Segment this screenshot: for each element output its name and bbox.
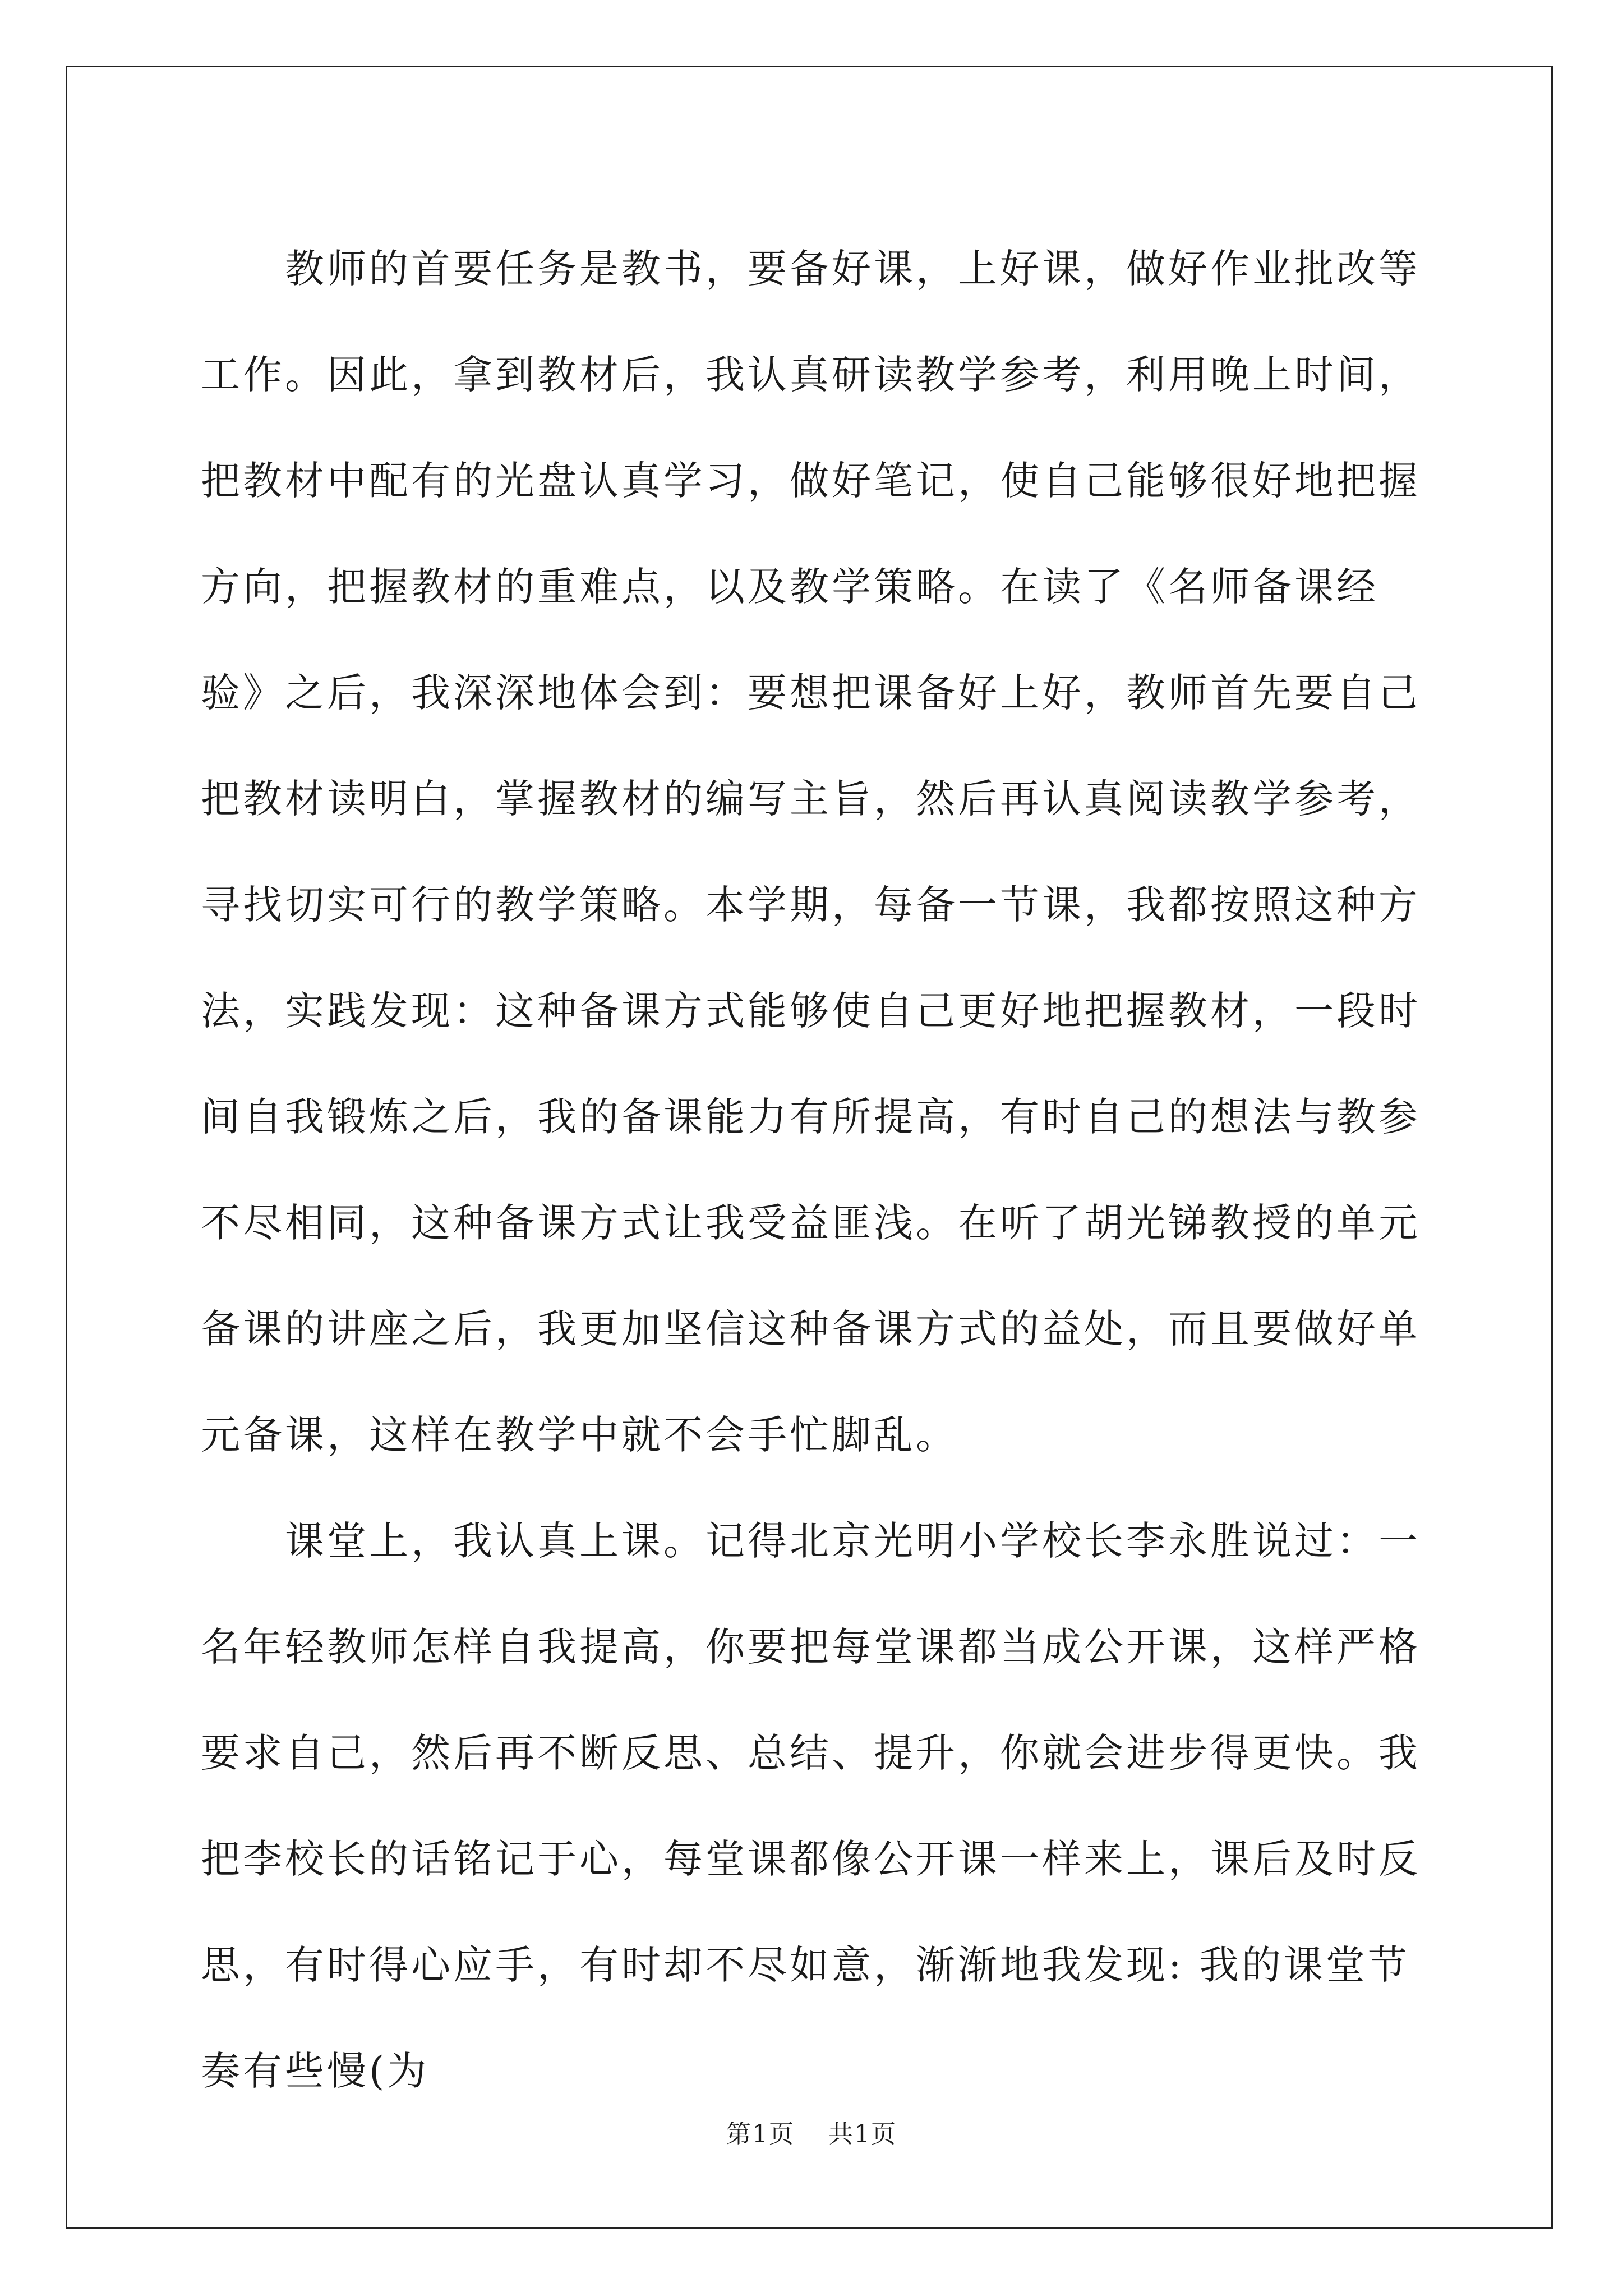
paragraph-1: 教师的首要任务是教书，要备好课，上好课，做好作业批改等工作。因此，拿到教材后，我认真研读教学参考，利用晚上时间，把教材中配有的光盘认真学习，做好笔记，使自己能够很好地把握方向，把握教材的重难点，以及教学策略。在读了《名师备课经验》之后，我深深地体会到：要想把课备好上好，教师首先要自己把教材读明白，掌握教材的编写主旨，然后再认真阅读教学参考，寻找切实可行的教学策略。本学期，每备一节课，我都按照这种方法，实践发现：这种备课方式能够使自己更好地把握教材，一段时间自我锻炼之后，我的备课能力有所提高，有时自己的想法与教参不尽相同，这种备课方式让我受益匪浅。在听了胡光锑教授的单元备课的讲座之后，我更加坚信这种备课方式的益处，而且要做好单元备课，这样在教学中就不会手忙脚乱。 — [201, 246, 1421, 1458]
page-number: 第1页 — [726, 2120, 795, 2148]
page-count: 共1页 — [828, 2120, 897, 2148]
page-footer — [0, 2118, 1623, 2151]
paragraph-2: 课堂上，我认真上课。记得北京光明小学校长李永胜说过：一名年轻教师怎样自我提高，你要把每堂课都当成公开课，这样严格要求自己，然后再不断反思、总结、提升，你就会进步得更快。我把李校长的话铭记于心，每堂课都像公开课一样来上，课后及时反思，有时得心应手，有时却不尽如意，渐渐地我发现: 我的课堂节奏有些慢(为 — [201, 1518, 1421, 2094]
document-body — [201, 216, 1435, 2124]
